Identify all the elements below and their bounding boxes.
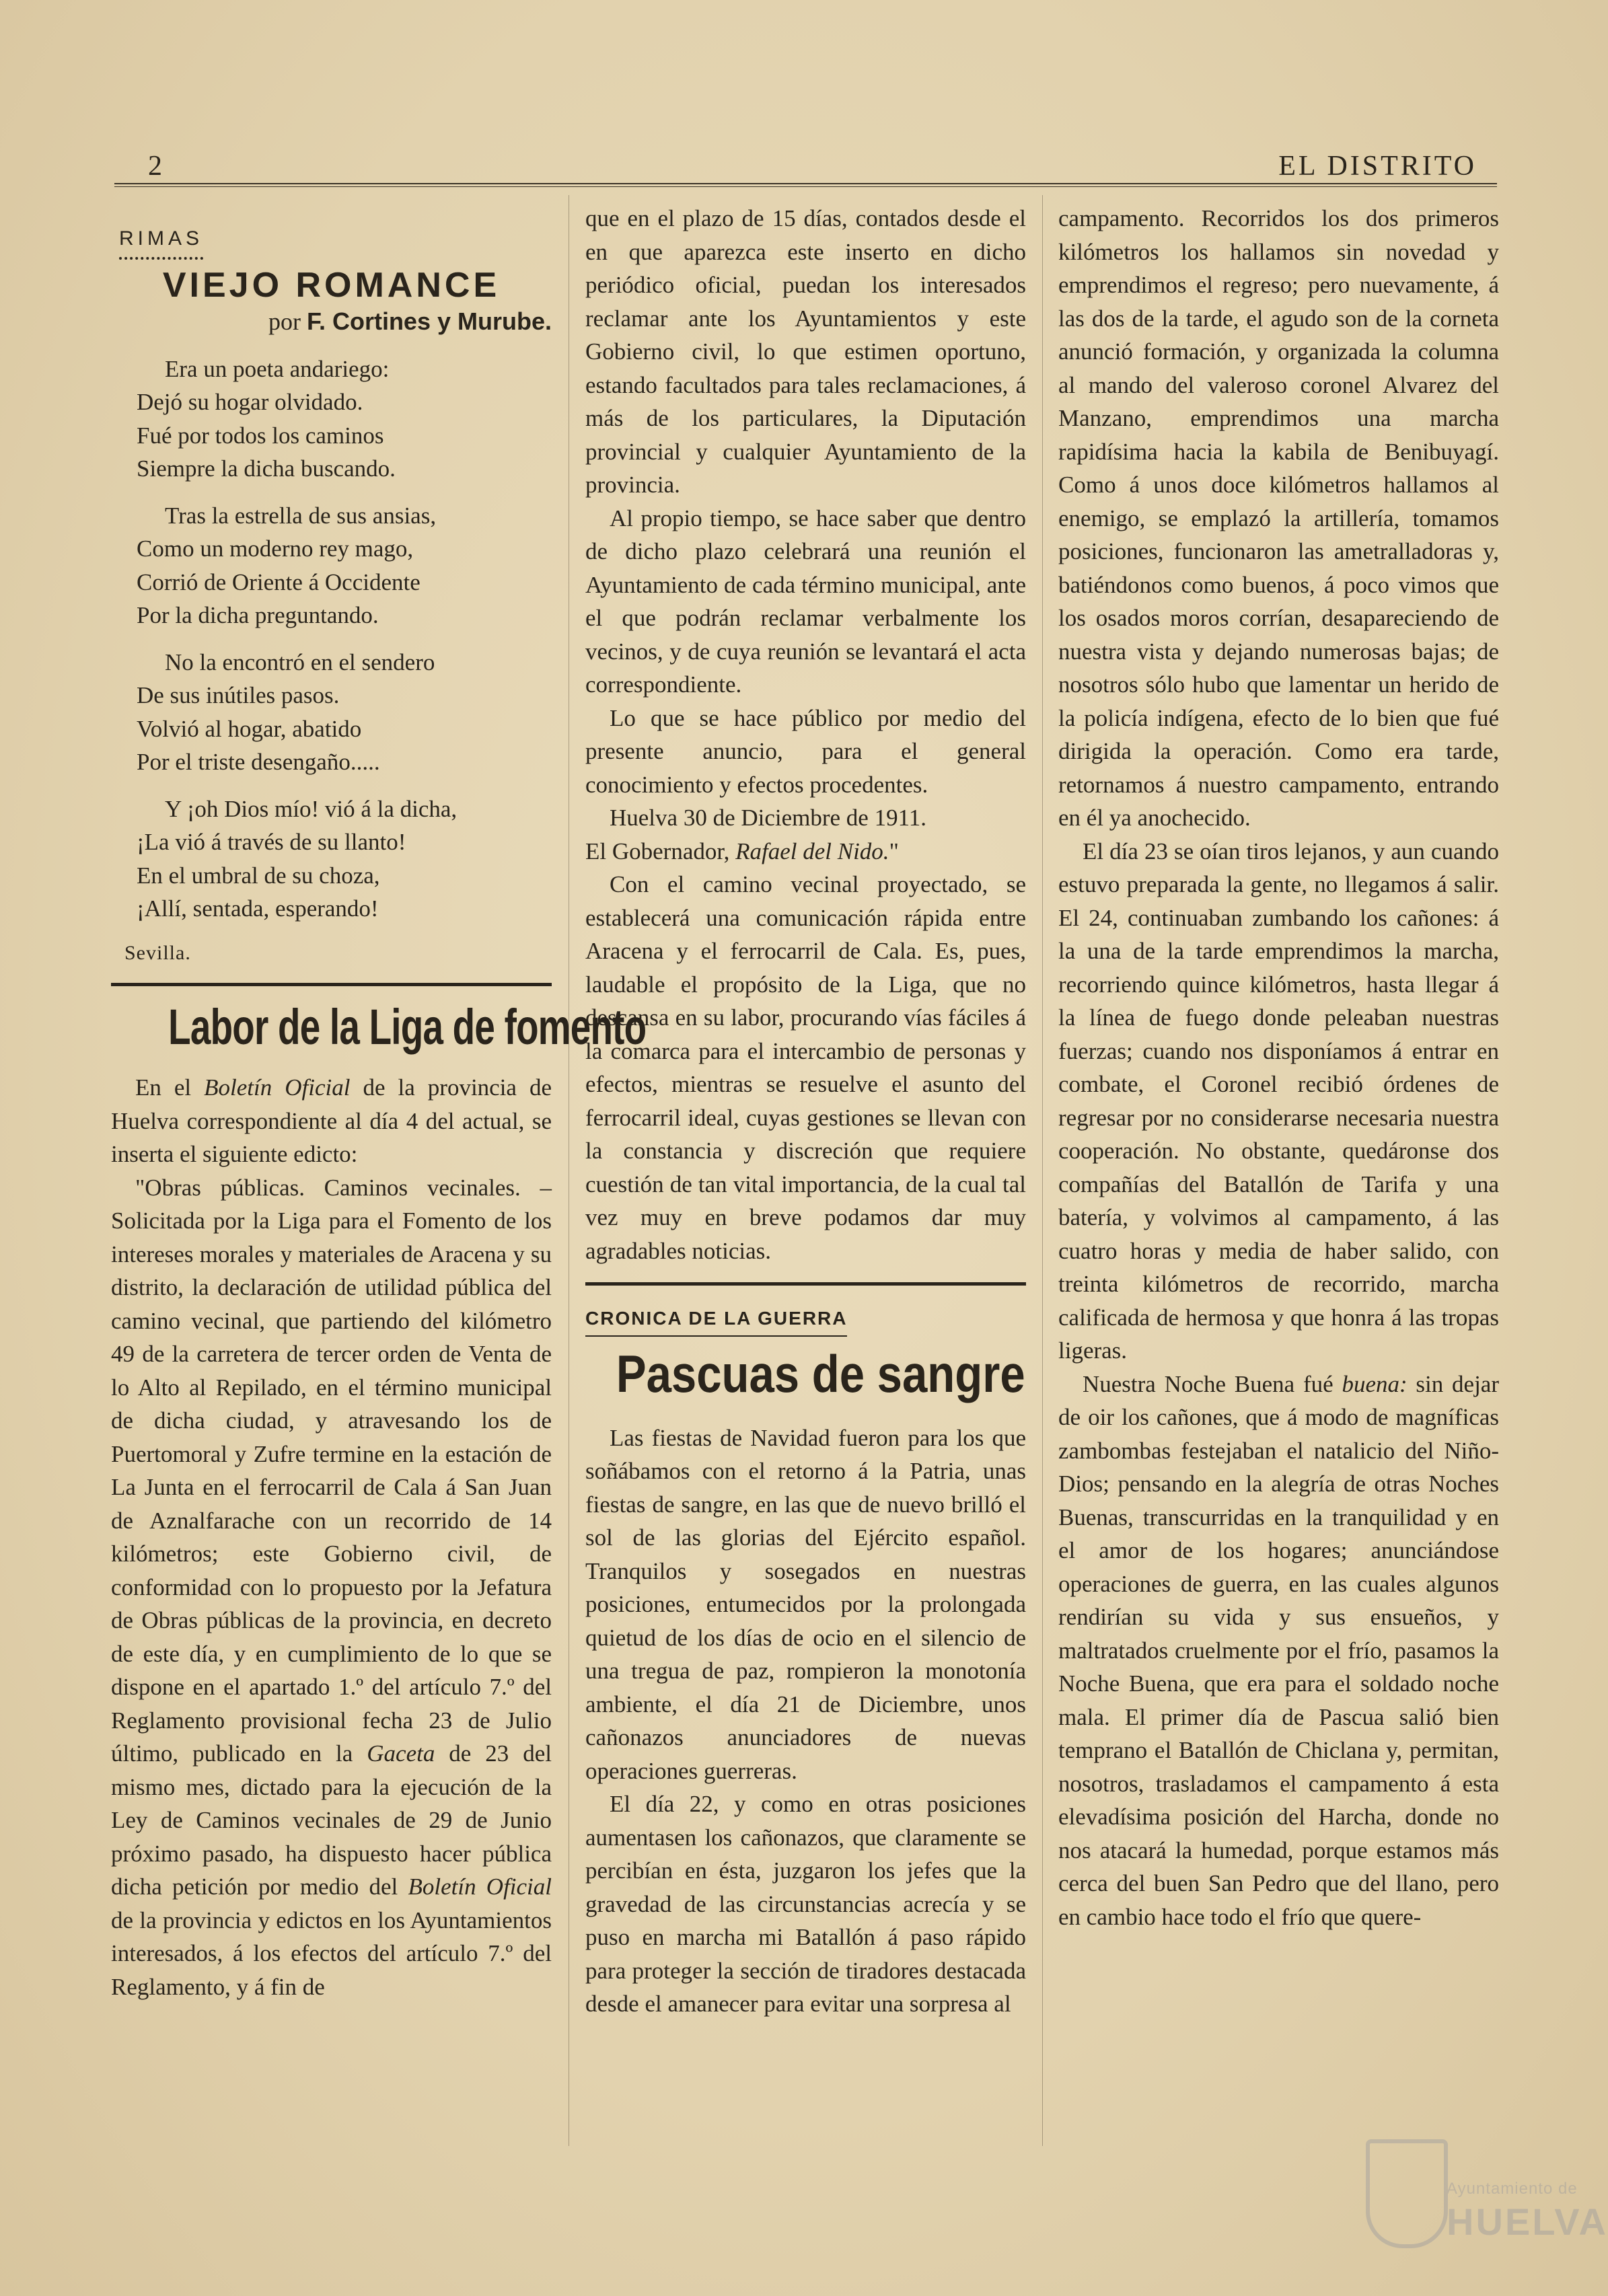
poem-byline: [111, 305, 552, 339]
article-title: Pascuas de sangre: [616, 1343, 1025, 1403]
article-title: Labor de la Liga de fomento: [168, 999, 647, 1055]
byline-author: F. Cortines y Murube.: [306, 307, 552, 335]
section-kicker: CRONICA DE LA GUERRA: [585, 1302, 847, 1337]
article-paragraph: El día 22, y como en otras posiciones aumentasen los cañonazos, que claramente se percibían en ésta, juzgaron los jefes que la gravedad de las circunstancias acrecía y se puso en marcha mi Batallón á paso rápido para proteger la sección de tiradores destacada desde el amanecer para evitar una sorpresa al: [585, 1791, 1026, 2017]
byline-prefix: por: [268, 308, 301, 335]
verse-line: Por el triste desengaño.....: [137, 749, 380, 775]
section-rule: [111, 983, 552, 986]
running-head: EL DISTRITO: [1278, 151, 1477, 182]
poem-stanza: [111, 646, 552, 779]
boletin-title: Boletín Oficial: [408, 1874, 552, 1900]
archive-watermark: [1359, 2133, 1608, 2281]
verse-line: Era un poeta andariego:: [165, 355, 390, 382]
text-run: ": [889, 838, 899, 864]
verse-line: ¡La vió á través de su llanto!: [137, 829, 406, 855]
watermark-city: HUELVA: [1447, 2200, 1608, 2243]
boletin-title: Boletín Oficial: [204, 1074, 351, 1101]
text-run: de la provincia de Huelva correspondiente al día 4 del actual, se inserta el siguiente edicto:: [111, 1074, 552, 1167]
verse-line: Fué por todos los caminos: [137, 422, 384, 449]
text-run: El Gobernador,: [585, 838, 736, 864]
poem-stanza: [111, 353, 552, 486]
verse-line: Corrió de Oriente á Occidente: [137, 568, 421, 595]
coat-of-arms-icon: [1366, 2139, 1448, 2248]
article-paragraph: [1058, 1368, 1499, 1934]
verse-line: Siempre la dicha buscando.: [137, 455, 396, 482]
text-run: de la provincia y edictos en los Ayuntamientos interesados, á los efectos del artículo 7.º del Reglamento, y á fin de: [111, 1906, 552, 2000]
article-paragraph: que en el plazo de 15 días, contados desde el en que aparezca este inserto en dicho periódico oficial, puedan los interesados reclamar ante los Ayuntamientos y este Gobierno civil, lo que estimen oportuno, estando facultados para tales reclamaciones, á más de los particulares, la Diputación provincial y cualquier Ayuntamiento de la provincia.: [585, 205, 1026, 498]
article-paragraph: Las fiestas de Navidad fueron para los que soñábamos con el retorno á la Patria, unas fiestas de sangre, en las que de nuevo brilló el sol de las glorias del Ejército español. Tranquilos y sosegados en nuestras posiciones, entumecidos por la prolongada quietud de los días de ocio en el silencio de una tregua de paz, rompieron la monotonía ambiente, el día 21 de Diciembre, unos cañonazos anunciadores de nuevas operaciones guerreras.: [585, 1424, 1026, 1784]
poem-stanza: [111, 499, 552, 632]
verse-line: Volvió al hogar, abatido: [137, 715, 362, 742]
text-run: Nuestra Noche Buena fué: [1083, 1370, 1342, 1397]
section-rule: [585, 1282, 1026, 1286]
governor-name: Rafael del Nido.: [735, 838, 889, 864]
column-3: [1058, 202, 1499, 1933]
verse-line: Por la dicha preguntando.: [137, 602, 379, 628]
poem-place: Sevilla.: [124, 941, 191, 964]
header-rule: [114, 183, 1497, 187]
text-run: sin dejar de oir los cañones, que á modo de magníficas zambombas festejaban el natalicio del Niño-Dios; pensando en la alegría de otras Noches Buenas, transcurridas en la tranquilidad y en el amor de los hogares; anunciándose operaciones de guerra, en las cuales algunos rendirían su vida y sus ensueños, y maltratados cruelmente por el frío, pasamos la Noche Buena, que era para el soldado noche mala. El primer día de Pascua salió bien temprano el Batallón de Chiclana y, permitan, nosotros, trasladamos el campamento á esta elevadísima posición del Harcha, donde no nos atacará la humedad, porque estamos más cerca del buen San Pedro que del llano, pero en cambio hace todo el frío que quere-: [1058, 1370, 1500, 1930]
column-divider: [1042, 195, 1043, 2146]
article-paragraph: Con el camino vecinal proyectado, se establecerá una comunicación rápida entre Aracena y el ferrocarril de Cala. Es, pues, laudable el propósito de la Liga, que no descansa en su labor, procurando vías fáciles á la comarca para el intercambio de personas y efectos, mientras se resuelve el asunto del ferrocarril ideal, cuyas gestiones se llevan con la constancia y discreción que requiere cuestión de tan vital importancia, de la cual tal vez muy en breve podamos dar muy agradables noticias.: [585, 871, 1026, 1264]
verse-line: No la encontró en el sendero: [165, 649, 435, 675]
article-paragraph: [111, 1071, 552, 1171]
column-1: [111, 202, 647, 2003]
text-run: En el: [135, 1074, 205, 1101]
dateline: Huelva 30 de Diciembre de 1911.: [610, 805, 927, 831]
signature: [585, 835, 1026, 868]
poem-stanza: [111, 792, 552, 926]
column-2: [585, 202, 1026, 2021]
page-number: 2: [148, 151, 162, 182]
text-run: de 23 del mismo mes, dictado para la ejecución de la Ley de Caminos vecinales de 29 de Junio próximo pasado, ha dispuesto hacer pública dicha petición por medio del: [111, 1740, 552, 1900]
section-label: RIMAS: [119, 222, 203, 260]
watermark-small-text: Ayuntamiento de: [1447, 2180, 1578, 2198]
text-run: "Obras públicas. Caminos vecinales. – Solicitada por la Liga para el Fomento de los intereses morales y materiales de Aracena y su distrito, la declaración de utilidad pública del camino vecinal, que partiendo del kilómetro 49 de la carretera de tercer orden de Venta de lo Alto al Repilado, en el término municipal de dicha ciudad, y atravesando los de Puertomoral y Zufre termine en la estación de La Junta en el ferrocarril de Cala á San Juan de Aznalfarache con un recorrido de 14 kilómetros; este Gobierno civil, de conformidad con lo propuesto por la Jefatura de Obras públicas de la provincia, en decreto de este día, y en cumplimiento de lo que se dispone en el apartado 1.º del artículo 7.º del Reglamento provisional fecha 23 de Julio último, publicado en la: [111, 1174, 552, 1767]
verse-line: Dejó su hogar olvidado.: [137, 389, 363, 415]
article-paragraph: El día 23 se oían tiros lejanos, y aun cuando estuvo preparada la gente, no llegamos á salir. El 24, continuaban zumbando los cañones: á la una de la tarde emprendimos la marcha, recorriendo quince kilómetros, hasta llegar á la línea de fuego donde peleaban nuestras fuerzas; cuando nos disponíamos á entrar en combate, el Coronel recibió órdenes de regresar por no considerarse necesaria nuestra cooperación. No obstante, quedáronse dos compañías del Batallón de Tarifa y una batería, y volvimos al campamento, á las cuatro horas y media de haber salido, con treinta kilómetros de recorrido, marcha calificada de hermosa y que honra á las tropas ligeras.: [1058, 838, 1499, 1364]
article-paragraph: Al propio tiempo, se hace saber que dentro de dicho plazo celebrará una reunión el Ayuntamiento de cada término municipal, ante el que podrán reclamar verbalmente los vecinos, y de cuya reunión se levantará el acta correspondiente.: [585, 505, 1026, 698]
verse-line: En el umbral de su choza,: [137, 862, 380, 889]
verse-line: ¡Allí, sentada, esperando!: [137, 895, 379, 922]
article-paragraph: campamento. Recorridos los dos primeros kilómetros los hallamos sin novedad y emprendimos el regreso; pero nuevamente, á las dos de la tarde, el agudo son de la corneta anunció formación, y organizada la columna al mando del valeroso coronel Alvarez del Manzano, emprendimos una marcha rapidísima hacia la kabila de Benibuyagí. Como á unos doce kilómetros hallamos al enemigo, se emplazó la artillería, tomamos posiciones, funcionaron las ametralladoras y, batiéndonos como buenos, á poco vimos que los osados moros corrían, desapareciendo de nuestra vista y dejando numerosas bajas; de nosotros sólo hubo que lamentar un herido de la policía indígena, efecto de lo bien que fué dirigida la operación. Como era tarde, retornamos á nuestro campamento, entrando en él ya anochecido.: [1058, 205, 1499, 831]
page-header: [114, 145, 1497, 186]
poem-title: VIEJO ROMANCE: [162, 265, 501, 305]
article-paragraph: [111, 1171, 552, 2004]
gaceta-title: Gaceta: [367, 1740, 435, 1767]
verse-line: Tras la estrella de sus ansias,: [165, 502, 437, 529]
emphasis: buena:: [1342, 1370, 1408, 1397]
article-paragraph: Lo que se hace público por medio del presente anuncio, para el general conocimiento y efectos procedentes.: [585, 704, 1026, 798]
verse-line: Y ¡oh Dios mío! vió á la dicha,: [165, 795, 458, 822]
verse-line: De sus inútiles pasos.: [137, 682, 340, 708]
verse-line: Como un moderno rey mago,: [137, 535, 414, 562]
